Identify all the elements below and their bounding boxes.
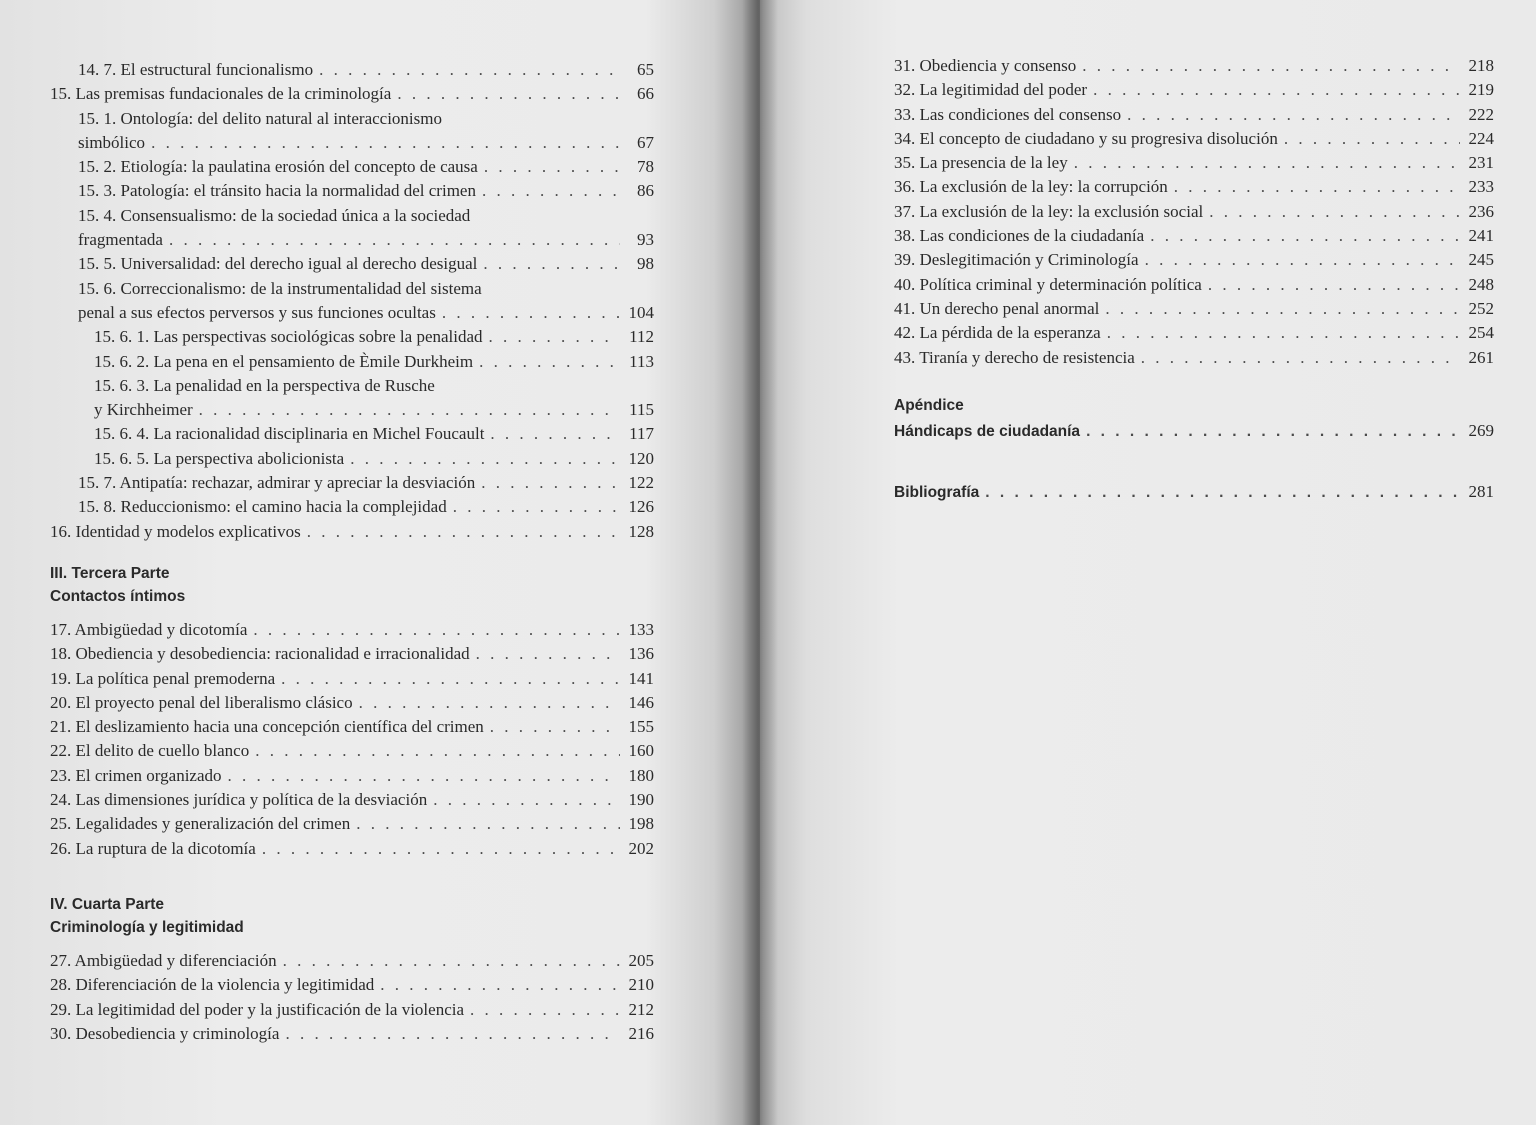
toc-entry-title: 27. Ambigüedad y diferenciación [50,950,277,970]
toc-entry-page: 122 [628,473,654,493]
dot-leader [1127,103,1460,127]
dot-leader [481,471,620,495]
toc-entry-title: 16. Identidad y modelos explicativos [50,521,301,541]
toc-right [894,54,1494,505]
dot-leader [151,131,620,155]
toc-entry-title: 15. Las premisas fundacionales de la criminología [50,84,392,104]
dot-leader [490,715,620,739]
toc-entry-title: 17. Ambigüedad y dicotomía [50,619,248,639]
toc-entry [50,691,654,715]
toc-entry-page: 146 [628,692,654,712]
toc-entry [50,422,654,446]
toc-entry-title: 15. 6. 4. La racionalidad disciplinaria en Michel Foucault [94,424,485,444]
dot-leader [1074,151,1460,175]
part-heading: III. Tercera Parte [50,564,170,582]
toc-entry-title: y Kirchheimer [94,400,193,420]
book-gutter [742,0,778,1125]
toc-entry [50,374,654,398]
dot-leader [490,422,620,446]
toc-entry-title: 15. 6. 2. La pena en el pensamiento de Èmile Durkheim [94,351,474,371]
toc-entry-page: 198 [628,814,654,834]
dot-leader [350,447,620,471]
toc-entry-title: 22. El delito de cuello blanco [50,741,250,761]
toc-entry [50,131,654,155]
toc-entry-title: 31. Obediencia y consenso [894,56,1077,75]
dot-leader [985,481,1460,505]
toc-entry-title: 37. La exclusión de la ley: la exclusión social [894,201,1204,221]
left-page [0,0,760,1125]
toc-entry-page: 269 [1468,420,1494,440]
toc-entry-title: Bibliografía [894,484,980,502]
toc-entry-page: 104 [628,302,654,322]
toc-entry [50,812,654,836]
toc-entry-page: 210 [628,975,654,995]
dot-leader [1208,273,1460,297]
dot-leader [356,812,620,836]
toc-entry [50,764,654,788]
dot-leader [1141,346,1460,370]
toc-entry-title: 15. 8. Reduccionismo: el camino hacia la complejidad [78,497,447,517]
toc-entry-page: 202 [628,838,654,858]
toc-entry [894,54,1494,78]
toc-entry [50,228,654,252]
toc-entry-page: 66 [637,84,654,104]
toc-entry-title: 19. La política penal premoderna [50,668,276,688]
toc-entry [894,200,1494,224]
dot-leader [281,667,620,691]
toc-entry-title: fragmentada [78,230,163,250]
toc-entry-page: 115 [629,400,654,420]
toc-entry [50,155,654,179]
toc-entry [894,127,1494,151]
toc-entry [894,297,1494,321]
toc-entry [50,179,654,203]
section-spacer [50,861,654,875]
toc-entry-page: 254 [1468,323,1494,343]
toc-entry-title: 18. Obediencia y desobediencia: racionalidad e irracionalidad [50,644,470,664]
toc-entry-title: 29. La legitimidad del poder y la justificación de la violencia [50,999,465,1019]
dot-leader [1145,248,1460,272]
dot-leader [470,998,620,1022]
toc-entry-title: 15. 4. Consensualismo: de la sociedad única a la sociedad [78,205,471,225]
part-subheading: Contactos íntimos [50,587,186,605]
toc-entry-page: 128 [628,521,654,541]
dot-leader [199,398,620,422]
toc-entry-page: 113 [629,351,654,371]
toc-entry-page: 190 [628,790,654,810]
toc-entry-page: 252 [1468,298,1494,318]
toc-entry [50,618,654,642]
dot-leader [433,788,620,812]
dot-leader [1093,78,1460,102]
dot-leader [1174,175,1460,199]
toc-entry [50,447,654,471]
dot-leader [283,949,620,973]
toc-entry-page: 219 [1468,80,1494,100]
toc-entry-title: 15. 5. Universalidad: del derecho igual al derecho desigual [78,254,478,274]
toc-entry-page: 231 [1468,153,1494,173]
toc-entry-title: 35. La presencia de la ley [894,153,1068,173]
dot-leader [489,325,620,349]
toc-entry [50,107,654,131]
toc-entry-title: 34. El concepto de ciudadano y su progresiva disolución [894,128,1278,148]
toc-entry [894,175,1494,199]
toc-entry-page: 120 [628,448,654,468]
dot-leader [255,739,620,763]
toc-entry-page: 133 [628,619,654,639]
toc-entry [894,346,1494,370]
toc-entry-page: 261 [1468,347,1494,367]
dot-leader [397,82,620,106]
toc-entry-title: 42. La pérdida de la esperanza [894,323,1101,343]
dot-leader [1284,127,1460,151]
toc-entry-page: 233 [1468,177,1494,197]
toc-entry-page: 245 [1468,250,1494,270]
toc-entry-title: 15. 6. Correccionalismo: de la instrumentalidad del sistema [78,278,482,298]
toc-entry [894,248,1494,272]
toc-entry [50,350,654,374]
toc-entry-page: 141 [628,668,654,688]
toc-entry [50,204,654,228]
toc-entry [50,82,654,106]
toc-entry-page: 236 [1468,201,1494,221]
dot-leader [319,58,620,82]
toc-entry [894,78,1494,102]
toc-entry-title: 28. Diferenciación de la violencia y legitimidad [50,975,375,995]
toc-entry-page: 224 [1468,128,1494,148]
toc-entry [50,837,654,861]
part-heading-block [50,893,654,939]
toc-entry-title: 15. 6. 3. La penalidad en la perspectiva de Rusche [94,375,435,395]
toc-entry-title: 21. El deslizamiento hacia una concepción científica del crimen [50,717,484,737]
appendix-heading: Apéndice [894,396,964,414]
toc-entry-page: 222 [1468,104,1494,124]
toc-entry-page: 126 [628,497,654,517]
dot-leader [285,1022,620,1046]
dot-leader [253,618,620,642]
toc-entry [50,520,654,544]
toc-entry [50,252,654,276]
dot-leader [442,301,620,325]
toc-entry [50,495,654,519]
toc-entry-page: 112 [629,327,654,347]
dot-leader [1082,54,1460,78]
toc-entry-title: 15. 3. Patología: el tránsito hacia la normalidad del crimen [78,181,476,201]
toc-entry-page: 216 [628,1023,654,1043]
toc-entry [50,325,654,349]
toc-entry-page: 160 [628,741,654,761]
toc-entry-title: 20. El proyecto penal del liberalismo clásico [50,692,353,712]
toc-entry-title: 26. La ruptura de la dicotomía [50,838,256,858]
toc-entry-page: 180 [628,765,654,785]
toc-entry [894,419,1494,444]
toc-entry [50,642,654,666]
toc-entry-page: 155 [628,717,654,737]
dot-leader [483,252,620,276]
toc-entry-page: 78 [637,157,654,177]
dot-leader [482,179,620,203]
toc-entry-page: 117 [629,424,654,444]
part-heading-block [50,562,654,608]
toc-entry-title: penal a sus efectos perversos y sus funciones ocultas [78,302,436,322]
toc-entry [50,715,654,739]
toc-entry [50,471,654,495]
dot-leader [262,837,620,861]
toc-entry-page: 281 [1468,482,1494,502]
toc-entry-title: 38. Las condiciones de la ciudadanía [894,226,1145,246]
toc-entry [50,998,654,1022]
toc-entry-title: 43. Tiranía y derecho de resistencia [894,347,1135,367]
toc-entry-title: 14. 7. El estructural funcionalismo [78,60,314,79]
toc-entry [894,224,1494,248]
toc-entry [50,398,654,422]
dot-leader [169,228,620,252]
toc-entry [50,667,654,691]
toc-entry [50,949,654,973]
toc-entry [894,321,1494,345]
dot-leader [476,642,620,666]
toc-entry-title: 15. 6. 1. Las perspectivas sociológicas sobre la penalidad [94,327,483,347]
toc-entry-title: 25. Legalidades y generalización del crimen [50,814,351,834]
appendix-block [894,394,1494,444]
toc-entry-title: 15. 6. 5. La perspectiva abolicionista [94,448,345,468]
toc-entry-title: 40. Política criminal y determinación política [894,274,1202,294]
dot-leader [1107,321,1460,345]
toc-entry-title: 30. Desobediencia y criminología [50,1023,280,1043]
bibliography-entry [894,480,1494,505]
toc-entry-title: simbólico [78,132,146,152]
toc-entry [50,277,654,301]
toc-entry-title: 24. Las dimensiones jurídica y política de la desviación [50,790,428,810]
part-heading: IV. Cuarta Parte [50,895,165,913]
toc-entry-page: 93 [637,230,654,250]
toc-entry [50,739,654,763]
toc-entry [50,58,654,82]
toc-entry-page: 212 [628,999,654,1019]
toc-entry-title: 15. 2. Etiología: la paulatina erosión del concepto de causa [78,157,478,177]
toc-entry-title: 15. 7. Antipatía: rechazar, admirar y apreciar la desviación [78,473,476,493]
toc-entry [894,103,1494,127]
toc-entry-title: 32. La legitimidad del poder [894,80,1088,100]
toc-entry-title: 33. Las condiciones del consenso [894,104,1122,124]
toc-entry [894,151,1494,175]
toc-left [50,58,654,1046]
toc-entry [50,1022,654,1046]
toc-entry-title: 36. La exclusión de la ley: la corrupción [894,177,1168,197]
toc-entry-title: 15. 1. Ontología: del delito natural al interaccionismo [78,108,442,128]
part-subheading: Criminología y legitimidad [50,918,244,936]
dot-leader [307,520,620,544]
dot-leader [1150,224,1460,248]
toc-entry [50,973,654,997]
dot-leader [1209,200,1460,224]
toc-entry-title: Hándicaps de ciudadanía [894,422,1081,440]
toc-entry-title: 39. Deslegitimación y Criminología [894,250,1139,270]
toc-entry-page: 67 [637,132,654,152]
dot-leader [1105,297,1460,321]
toc-entry-page: 98 [637,254,654,274]
toc-entry [50,301,654,325]
toc-entry-page: 248 [1468,274,1494,294]
dot-leader [359,691,620,715]
dot-leader [453,495,620,519]
toc-entry [50,788,654,812]
toc-entry-page: 86 [637,181,654,201]
toc-entry-page: 241 [1468,226,1494,246]
toc-entry [894,273,1494,297]
toc-entry-page: 205 [628,950,654,970]
toc-entry-title: 41. Un derecho penal anormal [894,298,1100,318]
dot-leader [228,764,620,788]
toc-entry-page: 65 [637,60,654,79]
dot-leader [1086,420,1460,444]
toc-entry-page: 136 [628,644,654,664]
dot-leader [380,973,620,997]
toc-entry-title: 23. El crimen organizado [50,765,222,785]
dot-leader [484,155,620,179]
dot-leader [479,350,620,374]
toc-entry-page: 218 [1468,56,1494,75]
